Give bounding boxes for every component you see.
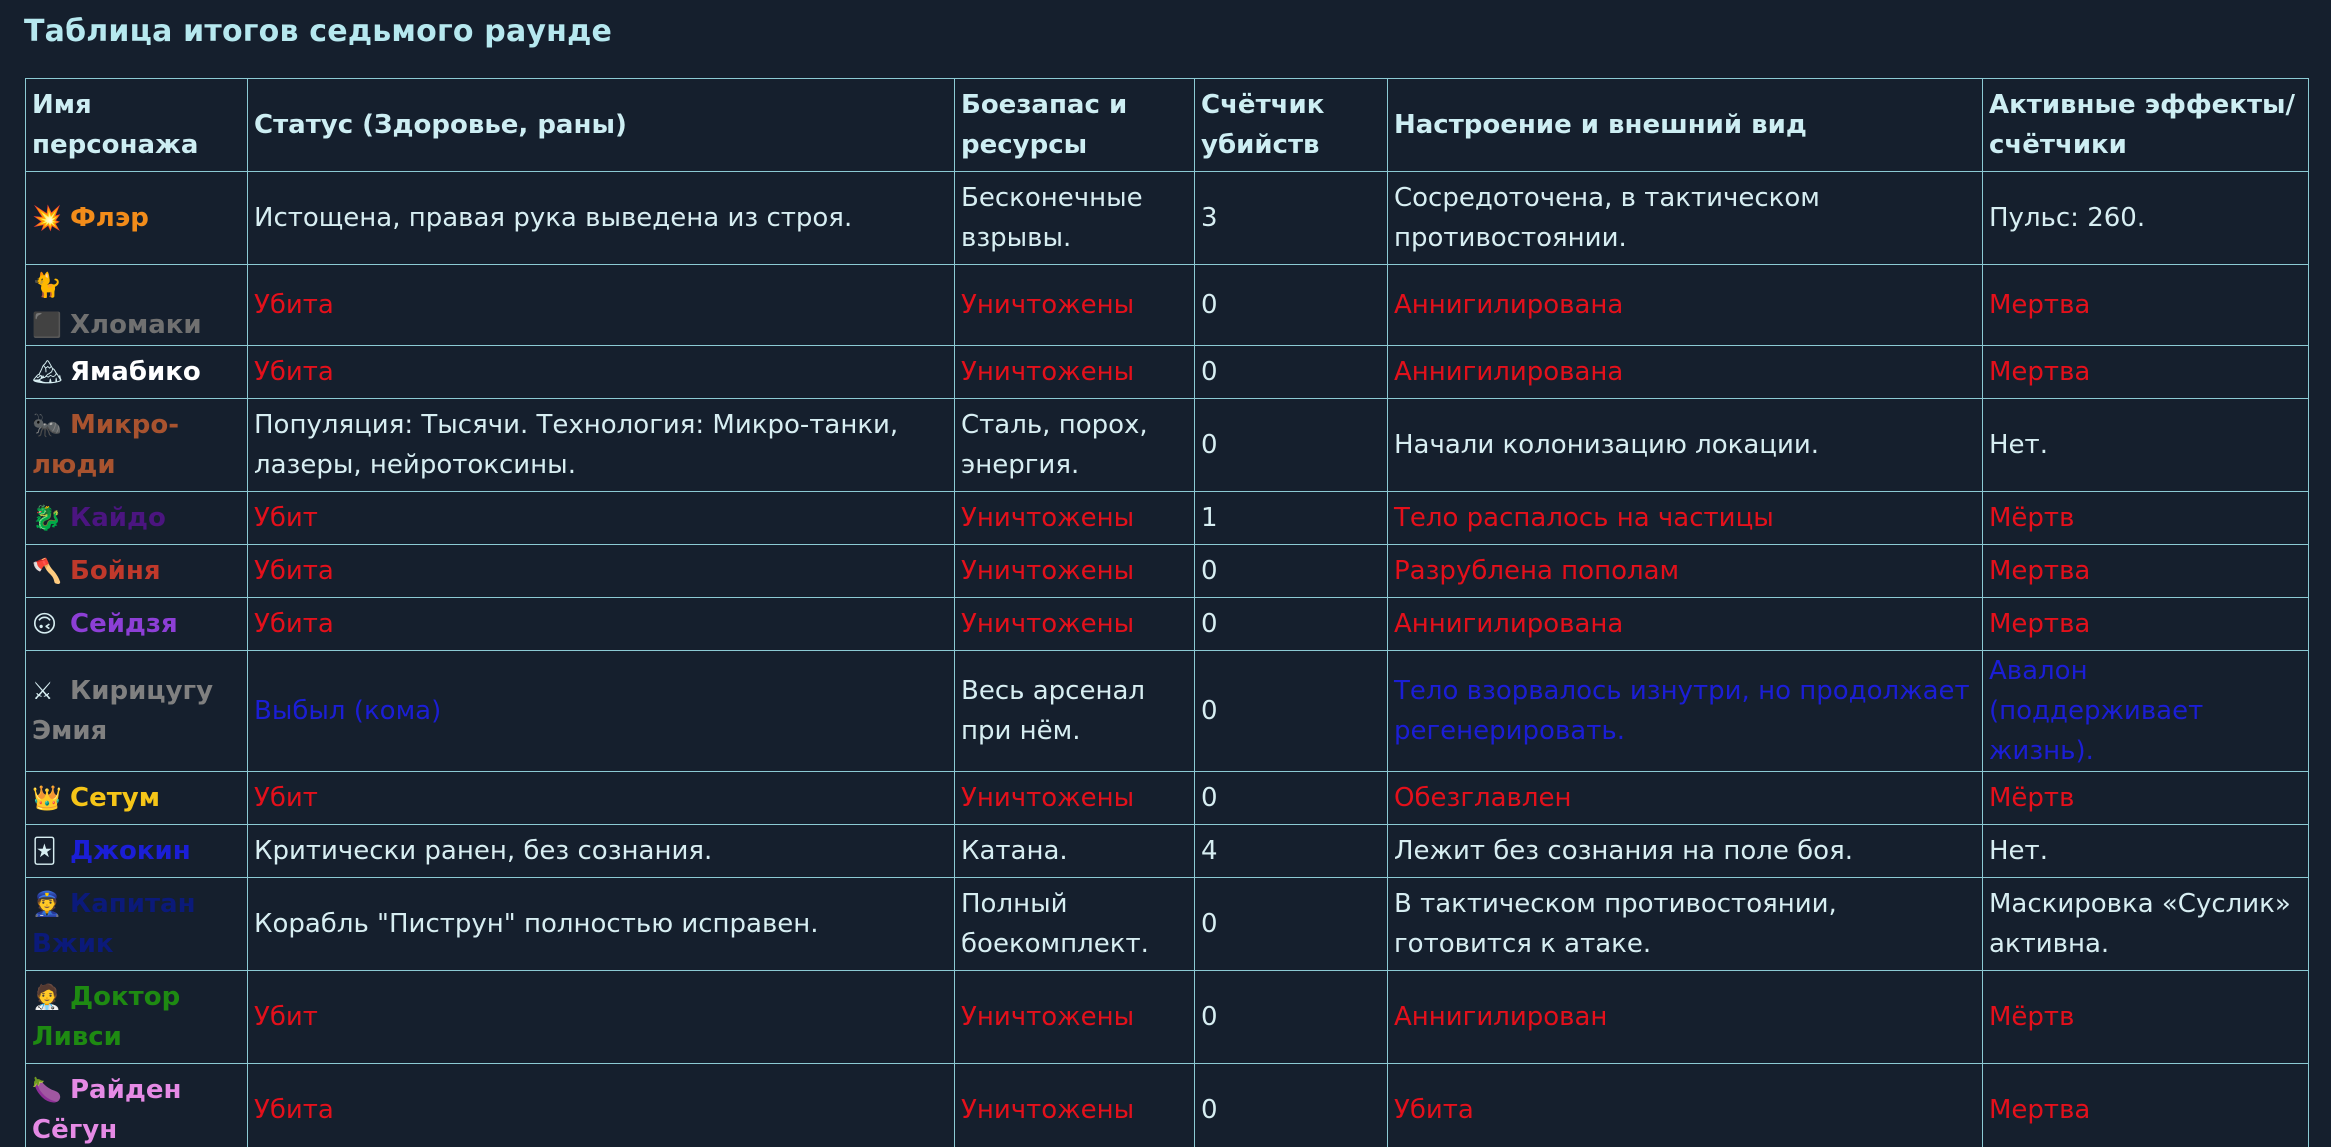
ammo-cell: Бесконечные взрывы. bbox=[955, 172, 1195, 265]
ammo-cell: Уничтожены bbox=[955, 492, 1195, 545]
character-name: Кирицугу Эмия bbox=[32, 676, 214, 746]
effects-cell: Мертва bbox=[1983, 1064, 2309, 1147]
effects-cell: Маскировка «Суслик» активна. bbox=[1983, 878, 2309, 971]
character-name-cell bbox=[26, 598, 248, 651]
character-name-cell bbox=[26, 772, 248, 825]
character-name-cell bbox=[26, 346, 248, 399]
table-row bbox=[26, 598, 2309, 651]
status-cell: Критически ранен, без сознания. bbox=[248, 825, 955, 878]
mood-cell: Аннигилирована bbox=[1388, 598, 1983, 651]
kill-count-cell: 0 bbox=[1195, 1064, 1388, 1147]
mood-cell: В тактическом противостоянии, готовится к атаке. bbox=[1388, 878, 1983, 971]
character-name-cell bbox=[26, 878, 248, 971]
mood-cell: Тело взорвалось изнутри, но продолжает регенерировать. bbox=[1388, 651, 1983, 772]
effects-cell: Мёртв bbox=[1983, 971, 2309, 1064]
kill-count-cell: 0 bbox=[1195, 265, 1388, 346]
ammo-cell: Весь арсенал при нём. bbox=[955, 651, 1195, 772]
table-row bbox=[26, 1064, 2309, 1147]
effects-cell: Авалон (поддерживает жизнь). bbox=[1983, 651, 2309, 772]
character-name: Райден Сёгун bbox=[32, 1075, 182, 1145]
character-emoji-icon: 🙃 bbox=[32, 610, 58, 638]
character-name: Доктор Ливси bbox=[32, 982, 181, 1052]
character-emoji-icon: ⚔ bbox=[32, 677, 54, 705]
kill-count-cell: 3 bbox=[1195, 172, 1388, 265]
kill-count-cell: 0 bbox=[1195, 346, 1388, 399]
character-emoji-icon: 🐉 bbox=[32, 504, 62, 532]
mood-cell: Тело распалось на частицы bbox=[1388, 492, 1983, 545]
mood-cell: Убита bbox=[1388, 1064, 1983, 1147]
character-emoji-icon: 💥 bbox=[32, 204, 62, 232]
status-cell: Корабль "Пиструн" полностью исправен. bbox=[248, 878, 955, 971]
status-cell: Убита bbox=[248, 1064, 955, 1147]
status-cell: Убит bbox=[248, 492, 955, 545]
kill-count-cell: 0 bbox=[1195, 651, 1388, 772]
status-cell: Выбыл (кома) bbox=[248, 651, 955, 772]
header-ammo: Боезапас и ресурсы bbox=[955, 79, 1195, 172]
mood-cell: Лежит без сознания на поле боя. bbox=[1388, 825, 1983, 878]
table-header-row bbox=[26, 79, 2309, 172]
kill-count-cell: 0 bbox=[1195, 971, 1388, 1064]
page-title: Таблица итогов седьмого раунде bbox=[24, 14, 613, 49]
ammo-cell: Уничтожены bbox=[955, 598, 1195, 651]
ammo-cell: Уничтожены bbox=[955, 1064, 1195, 1147]
character-name: Кайдо bbox=[70, 503, 166, 533]
effects-cell: Мертва bbox=[1983, 598, 2309, 651]
character-name-cell bbox=[26, 1064, 248, 1147]
ammo-cell: Уничтожены bbox=[955, 545, 1195, 598]
header-character-name: Имя персонажа bbox=[26, 79, 248, 172]
kill-count-cell: 1 bbox=[1195, 492, 1388, 545]
character-name: Сетум bbox=[70, 783, 160, 813]
status-cell: Убита bbox=[248, 545, 955, 598]
ammo-cell: Уничтожены bbox=[955, 971, 1195, 1064]
mood-cell: Разрублена пополам bbox=[1388, 545, 1983, 598]
mood-cell: Аннигилирована bbox=[1388, 265, 1983, 346]
header-mood: Настроение и внешний вид bbox=[1388, 79, 1983, 172]
effects-cell: Мёртв bbox=[1983, 772, 2309, 825]
table-row bbox=[26, 772, 2309, 825]
kill-count-cell: 0 bbox=[1195, 772, 1388, 825]
ammo-cell: Сталь, порох, энергия. bbox=[955, 399, 1195, 492]
character-name-cell bbox=[26, 265, 248, 346]
table-row bbox=[26, 399, 2309, 492]
ammo-cell: Уничтожены bbox=[955, 346, 1195, 399]
character-name-cell bbox=[26, 545, 248, 598]
character-name: Джокин bbox=[70, 836, 191, 866]
status-cell: Убита bbox=[248, 346, 955, 399]
character-emoji-icon: 🐈⬛ bbox=[32, 271, 62, 339]
mood-cell: Аннигилирован bbox=[1388, 971, 1983, 1064]
character-name: Бойня bbox=[70, 556, 161, 586]
table-row bbox=[26, 878, 2309, 971]
character-name-cell bbox=[26, 492, 248, 545]
effects-cell: Пульс: 260. bbox=[1983, 172, 2309, 265]
ammo-cell: Полный боекомплект. bbox=[955, 878, 1195, 971]
character-name-cell bbox=[26, 172, 248, 265]
table-row bbox=[26, 651, 2309, 772]
effects-cell: Нет. bbox=[1983, 399, 2309, 492]
status-cell: Убита bbox=[248, 265, 955, 346]
character-name-cell bbox=[26, 971, 248, 1064]
kill-count-cell: 0 bbox=[1195, 399, 1388, 492]
status-cell: Истощена, правая рука выведена из строя. bbox=[248, 172, 955, 265]
effects-cell: Мертва bbox=[1983, 265, 2309, 346]
character-name-cell bbox=[26, 651, 248, 772]
table-row bbox=[26, 492, 2309, 545]
character-emoji-icon: 🪓 bbox=[32, 557, 62, 585]
ammo-cell: Уничтожены bbox=[955, 772, 1195, 825]
ammo-cell: Катана. bbox=[955, 825, 1195, 878]
effects-cell: Мертва bbox=[1983, 545, 2309, 598]
effects-cell: Мертва bbox=[1983, 346, 2309, 399]
table-row bbox=[26, 971, 2309, 1064]
table-row bbox=[26, 265, 2309, 346]
round-results-table bbox=[25, 78, 2309, 1147]
character-emoji-icon: 👮 bbox=[32, 890, 62, 918]
header-kill-counter: Счётчик убийств bbox=[1195, 79, 1388, 172]
ammo-cell: Уничтожены bbox=[955, 265, 1195, 346]
character-emoji-icon: 🍆 bbox=[32, 1076, 62, 1104]
character-emoji-icon: 👑 bbox=[32, 784, 62, 812]
kill-count-cell: 0 bbox=[1195, 878, 1388, 971]
effects-cell: Мёртв bbox=[1983, 492, 2309, 545]
character-name: Флэр bbox=[70, 203, 149, 233]
mood-cell: Аннигилирована bbox=[1388, 346, 1983, 399]
character-emoji-icon: 🧑‍⚕️ bbox=[32, 983, 62, 1011]
character-name: Сейдзя bbox=[70, 609, 178, 639]
mood-cell: Начали колонизацию локации. bbox=[1388, 399, 1983, 492]
character-name-cell bbox=[26, 825, 248, 878]
header-status: Статус (Здоровье, раны) bbox=[248, 79, 955, 172]
character-name: Капитан Вжик bbox=[32, 889, 196, 959]
kill-count-cell: 4 bbox=[1195, 825, 1388, 878]
kill-count-cell: 0 bbox=[1195, 598, 1388, 651]
status-cell: Популяция: Тысячи. Технология: Микро-танки, лазеры, нейротоксины. bbox=[248, 399, 955, 492]
effects-cell: Нет. bbox=[1983, 825, 2309, 878]
character-emoji-icon: 🐜 bbox=[32, 411, 62, 439]
table-row bbox=[26, 172, 2309, 265]
table-row bbox=[26, 545, 2309, 598]
character-emoji-icon: 🃏 bbox=[32, 837, 57, 865]
mood-cell: Обезглавлен bbox=[1388, 772, 1983, 825]
character-name: Ямабико bbox=[70, 357, 201, 387]
status-cell: Убита bbox=[248, 598, 955, 651]
character-name: Хломаки bbox=[70, 310, 202, 340]
table-row bbox=[26, 346, 2309, 399]
status-cell: Убит bbox=[248, 971, 955, 1064]
character-name: Микро-люди bbox=[32, 410, 180, 480]
character-emoji-icon: 🏔 bbox=[32, 358, 63, 386]
mood-cell: Сосредоточена, в тактическом противостоянии. bbox=[1388, 172, 1983, 265]
header-effects: Активные эффекты/ счётчики bbox=[1983, 79, 2309, 172]
table-row bbox=[26, 825, 2309, 878]
status-cell: Убит bbox=[248, 772, 955, 825]
kill-count-cell: 0 bbox=[1195, 545, 1388, 598]
character-name-cell bbox=[26, 399, 248, 492]
